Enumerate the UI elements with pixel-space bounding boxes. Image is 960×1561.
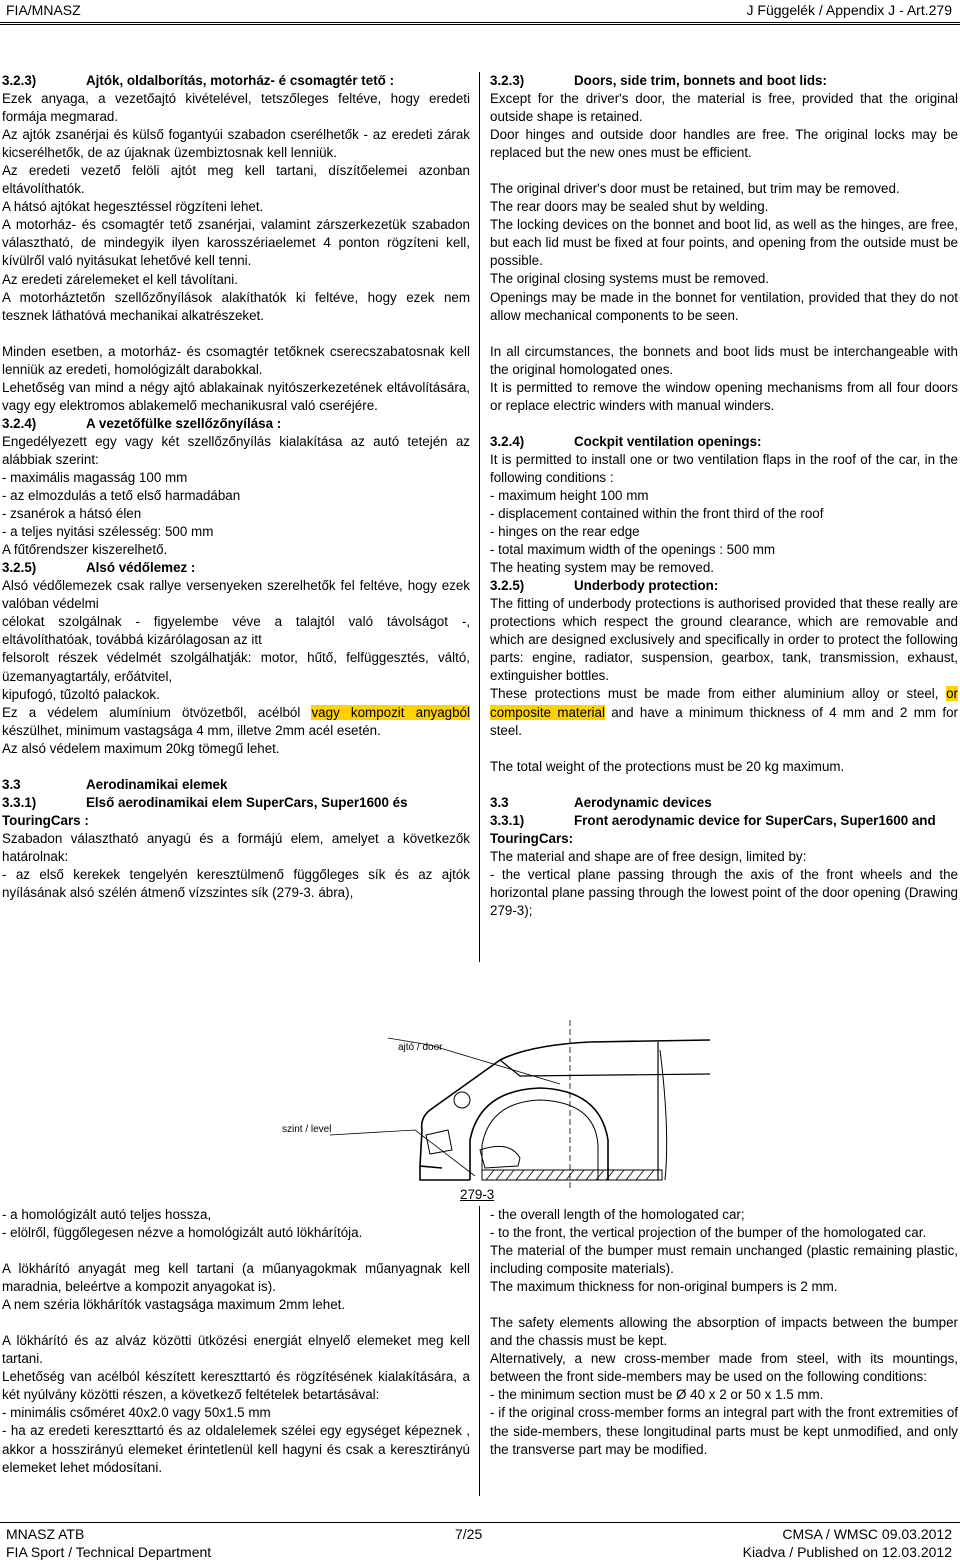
footer-left-line1: MNASZ ATB <box>6 1526 85 1542</box>
page-number: 7/25 <box>455 1526 483 1542</box>
paragraph: Ez a védelem alumínium ötvözetből, acélból vagy kompozit anyagból készülhet, minimum vastagsága 4 mm, illetve 2mm acél esetén. <box>2 704 470 738</box>
paragraph: kipufogó, tűzoltó palackok. <box>2 686 160 702</box>
paragraph: The heating system may be removed. <box>490 560 715 576</box>
paragraph: - az első kerekek tengelyén keresztülmenő függőleges sík és az ajtók nyílásának alsó szélén átmenő vízszintes sík (279-3. ábra), <box>2 866 470 901</box>
paragraph: - a homológizált autó teljes hossza, <box>2 1207 212 1222</box>
paragraph: - to the front, the vertical projection of the bumper of the homologated car. <box>490 1225 927 1241</box>
paragraph: - the vertical plane passing through the axis of the front wheels and the horizontal plane passing through the lowest point of the door opening (Drawing 279-3); <box>490 866 958 918</box>
left-column-hu <box>2 72 470 902</box>
paragraph: Az alsó védelem maximum 20kg tömegű lehet. <box>2 740 280 756</box>
paragraph: Door hinges and outside door handles are free. The original locks may be replaced but the new ones must be efficient. <box>490 127 958 161</box>
paragraph: - the overall length of the homologated car; <box>490 1207 745 1222</box>
paragraph: Lehetőség van acélból készített kereszttartó és rögzítésének kialakítására, a két nyúlvány közötti részen, a következő feltételek betartásával: <box>2 1369 470 1403</box>
figure-caption: 279-3 <box>460 1187 495 1202</box>
column-divider-top <box>479 72 480 962</box>
list-item: - zsanérok a hátsó élen <box>2 506 142 522</box>
section-heading: 3.2.3) Ajtók, oldalborítás, motorház- é csomagtér tető : <box>2 73 395 88</box>
section-heading: 3.2.4) Cockpit ventilation openings: <box>490 433 762 449</box>
list-item: - maximum height 100 mm <box>490 487 649 503</box>
drawing-279-3 <box>270 990 710 1195</box>
list-item: - a teljes nyitási szélesség: 500 mm <box>2 524 214 540</box>
header-left: FIA/MNASZ <box>6 2 81 18</box>
right-column-en <box>490 72 958 920</box>
list-item: - total maximum width of the openings : 500 mm <box>490 542 776 558</box>
footer-left-line2: FIA Sport / Technical Department <box>6 1544 212 1560</box>
paragraph: The maximum thickness for non-original bumpers is 2 mm. <box>490 1279 838 1295</box>
paragraph: The rear doors may be sealed shut by welding. <box>490 199 769 215</box>
paragraph: célokat szolgálnak - figyelembe véve a talajtól való távolságot -, eltávolíthatóak, továbbá kizárólagosan az itt <box>2 614 470 648</box>
paragraph: A motorháztetőn szellőzőnyílások alakíthatók ki feltéve, hogy ezek nem tesznek láthatóvá mechanikai alkatrészeket. <box>2 289 470 323</box>
page-footer <box>0 1522 960 1561</box>
paragraph: A hátsó ajtókat hegesztéssel rögzíteni lehet. <box>2 199 264 215</box>
figure-label-door: ajtó / door <box>398 1042 443 1053</box>
right-column-en-lower <box>490 1206 958 1459</box>
paragraph: - minimális csőméret 40x2.0 vagy 50x1.5 mm <box>2 1405 271 1421</box>
paragraph: felsorolt részek védelmét szolgálhatják: motor, hűtő, felfüggesztés, váltó, üzemanyagtartály, erőátvitel, <box>2 650 470 684</box>
paragraph: Alsó védőlemezek csak rallye versenyeken szerelhetők fel feltéve, hogy ezek valóban védelmi <box>2 578 470 612</box>
paragraph: Az ajtók zsanérjai és külső fogantyúi szabadon cserélhetők - az eredeti zárak kicserélhetők, de az újaknak üzembiztosnak kell lenniük. <box>2 127 470 161</box>
header-right: J Függelék / Appendix J - Art.279 <box>746 2 952 18</box>
footer-right-line1: CMSA / WMSC 09.03.2012 <box>782 1526 952 1542</box>
section-heading: 3.2.4) A vezetőfülke szellőzőnyílása : <box>2 415 282 431</box>
paragraph: Except for the driver's door, the material is free, provided that the original outside shape is retained. <box>490 91 958 125</box>
section-heading: 3.3.1) Első aerodinamikai elem SuperCars, Super1600 és TouringCars : <box>2 794 408 828</box>
list-item: - displacement contained within the front third of the roof <box>490 505 824 521</box>
paragraph: Minden esetben, a motorház- és csomagtér tetőknek cserecszabatosnak kell lenniük az eredeti, homológizált darabokkal. <box>2 343 470 377</box>
list-item: - az elmozdulás a tető első harmadában <box>2 488 241 504</box>
left-column-hu-lower <box>2 1206 470 1477</box>
paragraph: The safety elements allowing the absorption of impacts between the bumper and the chassis must be kept. <box>490 1315 958 1349</box>
paragraph: Engedélyezett egy vagy két szellőzőnyílás kialakítása az autó tetején az alábbiak szerint: <box>2 433 470 467</box>
paragraph: - if the original cross-member forms an integral part with the front extremities of the side-members, these longitudinal parts must be kept unmodified, and only the transverse part may be modified. <box>490 1405 958 1457</box>
paragraph: A lökhárító és az alváz közötti ütközési energiát elnyelő elemeket meg kell tartani. <box>2 1333 470 1367</box>
paragraph: - elölről, függőlegesen nézve a homológizált autó lökhárítója. <box>2 1225 363 1241</box>
paragraph: Alternatively, a new cross-member made from steel, with its mountings, between the front side-members may be used on the following conditions: <box>490 1351 958 1385</box>
section-heading: 3.3 Aerodinamikai elemek <box>2 776 228 792</box>
paragraph: The original driver's door must be retained, but trim may be removed. <box>490 181 900 197</box>
car-front-drawing <box>270 990 710 1195</box>
paragraph: A lökhárító anyagát meg kell tartani (a műanyagokmak műanyagnak kell maradnia, beleértve a kompozit anyagokat is). <box>2 1261 470 1295</box>
section-heading: 3.2.5) Alsó védőlemez : <box>2 560 196 576</box>
paragraph: It is permitted to remove the window opening mechanisms from all four doors or replace electric winders with manual winders. <box>490 379 958 413</box>
paragraph: In all circumstances, the bonnets and boot lids must be interchangeable with the original homologated ones. <box>490 343 958 377</box>
paragraph: Lehetőség van mind a négy ajtó ablakainak nyitószerkezetének eltávolítására, vagy egy elektromos ablakemelő mechanikusral való cseréjére. <box>2 379 470 413</box>
paragraph: The total weight of the protections must be 20 kg maximum. <box>490 758 845 774</box>
paragraph: - ha az eredeti kereszttartó és az oldalelemek szélei egy egységet képeznek , akkor a hosszirányú elemeket érintetlenül kell hagyni és csak a keresztirányú elemeket lehet módosítani. <box>2 1423 470 1475</box>
paragraph: The material and shape are of free design, limited by: <box>490 848 807 864</box>
paragraph: A nem széria lökhárítók vastagsága maximum 2mm lehet. <box>2 1297 346 1313</box>
paragraph: A fűtőrendszer kiszerelhető. <box>2 542 168 558</box>
list-item: - hinges on the rear edge <box>490 524 640 540</box>
paragraph: It is permitted to install one or two ventilation flaps in the roof of the car, in the following conditions : <box>490 451 958 485</box>
paragraph: The material of the bumper must remain unchanged (plastic remaining plastic, including composite materials). <box>490 1243 958 1277</box>
section-heading: 3.2.5) Underbody protection: <box>490 578 719 594</box>
section-heading: 3.3.1) Front aerodynamic device for SuperCars, Super1600 and TouringCars: <box>490 812 936 846</box>
footer-right-line2: Kiadva / Published on 12.03.2012 <box>742 1544 952 1560</box>
highlighted-text: or composite material <box>490 686 958 720</box>
header-rule <box>0 24 960 25</box>
page-header <box>0 0 960 23</box>
highlighted-text: vagy kompozit anyagból <box>311 704 470 720</box>
paragraph: Openings may be made in the bonnet for ventilation, provided that they do not allow mechanical components to be seen. <box>490 289 958 323</box>
paragraph: Szabadon választható anyagú és a formájú elem, amelyet a következők határolnak: <box>2 830 470 864</box>
column-divider-bottom <box>479 1206 480 1496</box>
paragraph: - the minimum section must be Ø 40 x 2 or 50 x 1.5 mm. <box>490 1387 824 1403</box>
section-heading: 3.2.3) Doors, side trim, bonnets and boot lids: <box>490 73 827 88</box>
paragraph: Ezek anyaga, a vezetőajtó kivételével, tetszőleges feltéve, hogy eredeti formája megmarad. <box>2 91 470 125</box>
paragraph: The original closing systems must be removed. <box>490 271 770 287</box>
section-heading: 3.3 Aerodynamic devices <box>490 794 712 810</box>
figure-label-level: szint / level <box>282 1124 332 1135</box>
paragraph: Az eredeti zárelemeket el kell távolítani. <box>2 271 238 287</box>
paragraph: These protections must be made from either aluminium alloy or steel, or composite material and have a minimum thickness of 4 mm and 2 mm for steel. <box>490 686 958 738</box>
list-item: - maximális magasság 100 mm <box>2 469 188 485</box>
paragraph: The locking devices on the bonnet and boot lid, as well as the hinges, are free, but each lid must be fixed at four points, and opening from the outside must be possible. <box>490 217 958 269</box>
paragraph: Az eredeti vezető felöli ajtót meg kell tartani, díszítőelemei azonban eltávolíthatók. <box>2 163 470 197</box>
paragraph: The fitting of underbody protections is authorised provided that these really are protections which respect the ground clearance, which are removable and which are designed exclusively and specifically in order to protect the following parts: engine, radiator, suspension, gearbox, tank, transmission, exhaust, extinguisher bottles. <box>490 596 958 684</box>
paragraph: A motorház- és csomagtér tető zsanérjai, valamint zárszerkezetük szabadon választható, de mindegyik ilyen karosszériaelemet 4 ponton rögzíteni kell, kívülről való nyitásukat lehetővé kell tenni. <box>2 217 470 269</box>
